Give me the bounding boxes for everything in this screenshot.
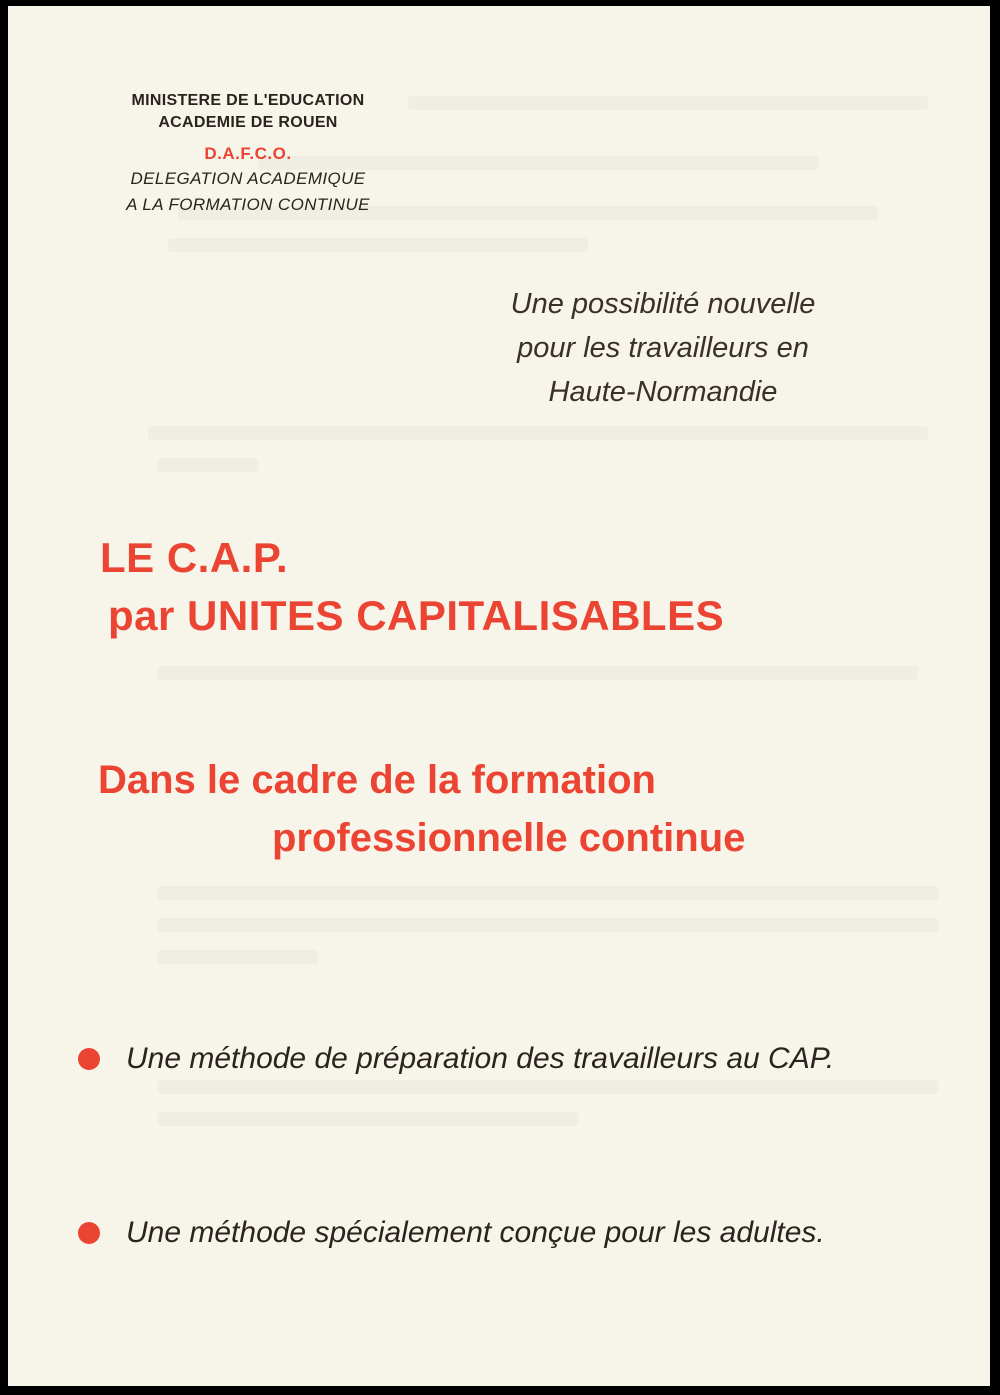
intro-text [428,282,898,414]
subtitle-line-2: professionnelle continue [272,816,746,860]
show-through-line [168,238,588,252]
ministry-line: MINISTERE DE L'EDUCATION [131,92,365,109]
show-through-line [158,950,318,964]
show-through-line [158,458,258,472]
intro-line-1: Une possibilité nouvelle [510,288,816,320]
show-through-line [158,1080,938,1094]
show-through-line [158,1112,578,1126]
show-through-line [158,918,938,932]
issuer-header [88,90,408,218]
academy-line: ACADEMIE DE ROUEN [158,114,338,131]
show-through-line [148,426,928,440]
show-through-line [158,886,938,900]
main-title-line-1: LE C.A.P. [100,534,289,581]
delegation-line-2: A LA FORMATION CONTINUE [126,195,370,214]
acronym-line: D.A.F.C.O. [204,144,292,163]
intro-line-3: Haute-Normandie [548,376,778,408]
bullet-text: Une méthode spécialement conçue pour les adultes. [126,1216,825,1249]
subtitle-line-1: Dans le cadre de la formation [98,758,656,802]
intro-line-2: pour les travailleurs en [517,332,809,364]
show-through-line [408,96,928,110]
document-page [8,6,990,1386]
delegation-line-1: DELEGATION ACADEMIQUE [130,169,366,188]
red-dot-icon [78,1222,100,1244]
bullet-text: Une méthode de préparation des travailleurs au CAP. [126,1042,835,1075]
main-title-line-2: par UNITES CAPITALISABLES [108,592,725,639]
show-through-line [158,666,918,680]
red-dot-icon [78,1048,100,1070]
